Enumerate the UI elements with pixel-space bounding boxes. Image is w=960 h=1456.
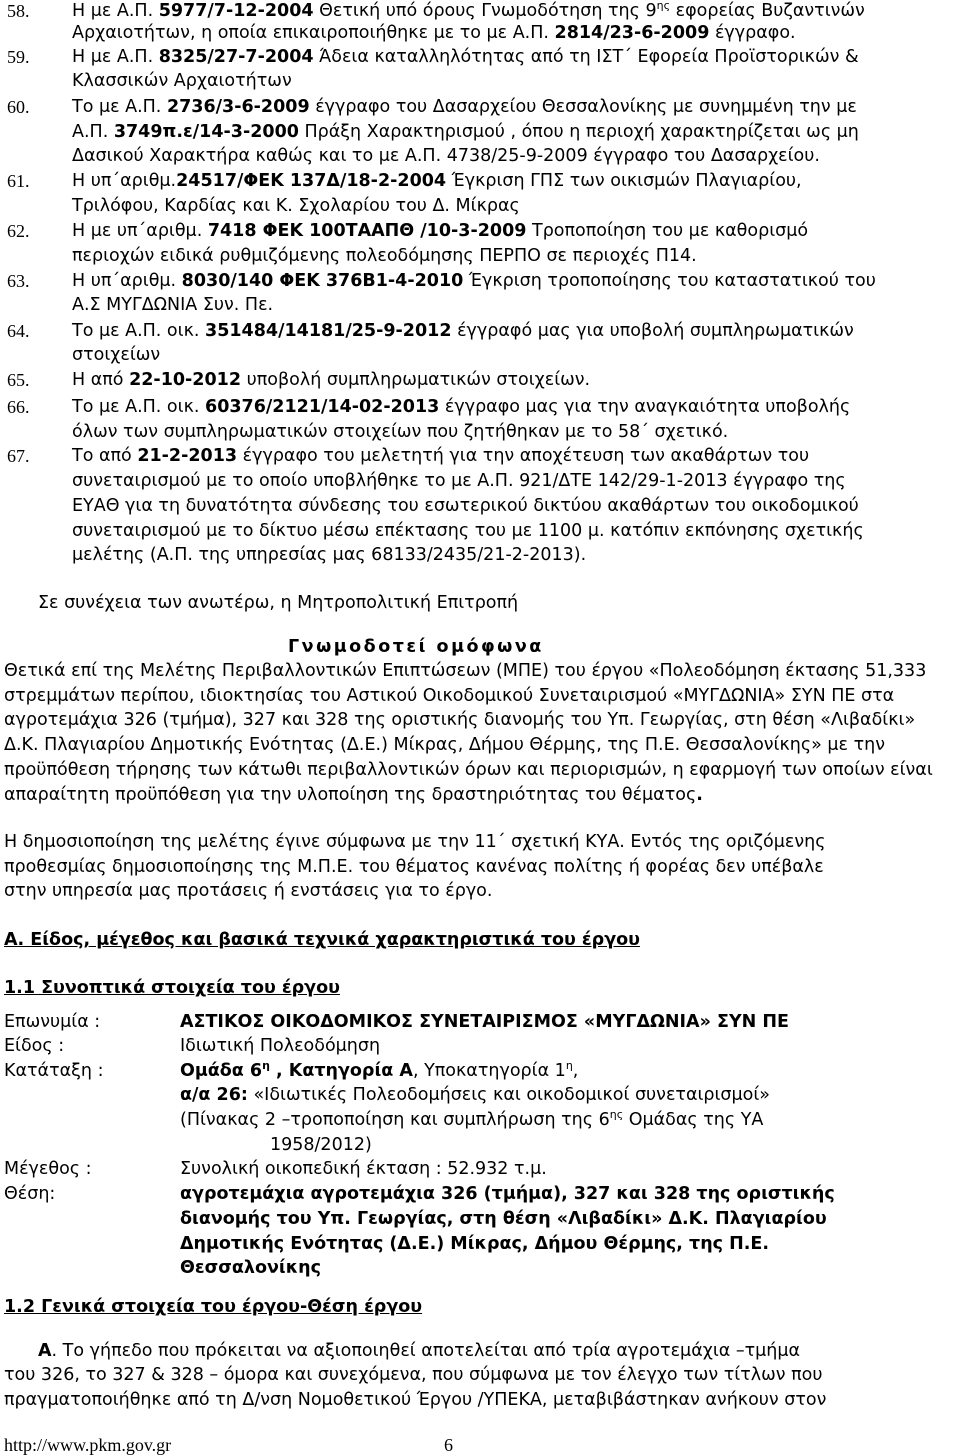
item-text-line: Τριλόφου, Καρδίας και Κ. Σχολαρίου του Δ. Μίκρας: [72, 196, 520, 216]
field-value: αγροτεμάχια αγροτεμάχια 326 (τμήμα), 327 και 328 της οριστικής: [180, 1184, 835, 1204]
item-number: 65.: [7, 370, 30, 390]
field-value: Θεσσαλονίκης: [180, 1258, 321, 1278]
item-text-line: Η με Α.Π. 5977/7-12-2004 Θετική υπό όρους Γνωμοδότηση της $9^{\eta\varsigma}$ εφορείας Βυζαντινών: [72, 0, 865, 21]
item-text-line: περιοχών ειδικά ρυθμιζόμενης πολεοδόμησης ΠΕΡΠΟ σε περιοχές Π14.: [72, 246, 697, 266]
item-text-line: στοιχείων: [72, 345, 161, 365]
item-text-line: συνεταιρισμού με το δίκτυο μέσω επέκτασης του με 1100 μ. κατόπιν εκπόνησης σχετικής: [72, 521, 864, 541]
item-text-line: μελέτης (Α.Π. της υπηρεσίας μας 68133/2435/21-2-2013).: [72, 545, 587, 565]
paragraph-line: στρεμμάτων περίπου, ιδιοκτησίας του Αστικού Οικοδομικού Συνεταιρισμού «ΜΥΓΔΩΝΙΑ» ΣΥΝ ΠΕ στα: [4, 686, 895, 706]
paragraph-line: Θετικά επί της Μελέτης Περιβαλλοντικών Επιπτώσεων (ΜΠΕ) του έργου «Πολεοδόμηση έκτασης 51,333: [4, 661, 927, 681]
item-text-line: Η υπ΄αριθμ.24517/ΦΕΚ 137Δ/18-2-2004 Έγκριση ΓΠΣ των οικισμών Πλαγιαρίου,: [72, 171, 802, 191]
item-text-line: Δασικού Χαρακτήρα καθώς και το με Α.Π. 4738/25-9-2009 έγγραφο του Δασαρχείου.: [72, 146, 820, 166]
item-text-line: Η με υπ΄αριθμ. 7418 ΦΕΚ 100ΤΑΑΠΘ /10-3-2009 Τροποποίηση του με καθορισμό: [72, 221, 809, 241]
section-title: 1.1 Συνοπτικά στοιχεία του έργου: [4, 978, 340, 998]
paragraph-line: Α. Το γήπεδο που πρόκειται να αξιοποιηθεί αποτελείται από τρία αγροτεμάχια –τμήμα: [38, 1341, 801, 1361]
paragraph-line: προθεσμίας δημοσιοποίησης της Μ.Π.Ε. του θέματος κανένας πολίτης ή φορέας δεν υπέβαλε: [4, 857, 824, 877]
item-number: 61.: [7, 171, 30, 191]
paragraph-line: στην υπηρεσία μας προτάσεις ή ενστάσεις για το έργο.: [4, 881, 493, 901]
section-title: Α. Είδος, μέγεθος και βασικά τεχνικά χαρακτηριστικά του έργου: [4, 930, 640, 950]
paragraph-line: αγροτεμάχια 326 (τμήμα), 327 και 328 της οριστικής διανομής του Υπ. Γεωργίας, στη θέση «Λιβαδίκι»: [4, 710, 916, 730]
paragraph-line: προϋπόθεση τήρησης των κάτωθι περιβαλλοντικών όρων και περιορισμών, η εφαρμογή των οποίων είναι: [4, 760, 933, 780]
item-text-line: Α.Π. 3749π.ε/14-3-2000 Πράξη Χαρακτηρισμού , όπου η περιοχή χαρακτηρίζεται ως μη: [72, 122, 859, 142]
field-value: Ομάδα $6^\eta$ , Κατηγορία Α, Υποκατηγορία $1^\eta$,: [180, 1059, 579, 1081]
page-number: 6: [444, 1435, 453, 1455]
item-text-line: Κλασσικών Αρχαιοτήτων: [72, 71, 292, 91]
item-number: 59.: [7, 47, 30, 67]
paragraph-line: απαραίτητη προϋπόθεση για την υλοποίηση της δραστηριότητας του θέματος.: [4, 785, 703, 805]
item-number: 64.: [7, 321, 30, 341]
item-number: 63.: [7, 271, 30, 291]
paragraph-line: Δ.Κ. Πλαγιαρίου Δημοτικής Ενότητας (Δ.Ε.) Μίκρας, Δήμου Θέρμης, της Π.Ε. Θεσσαλονίκης» με την: [4, 735, 885, 755]
field-value: 1958/2012): [270, 1135, 372, 1155]
field-label: Θέση:: [4, 1184, 56, 1204]
item-text-line: ΕΥΑΘ για τη δυνατότητα σύνδεσης του εσωτερικού δικτύου ακαθάρτων του οικοδομικού: [72, 496, 859, 516]
item-text-line: συνεταιρισμού με το οποίο υποβλήθηκε το με Α.Π. 921/ΔΤΕ 142/29-1-2013 έγγραφο της: [72, 471, 846, 491]
paragraph-line: του 326, το 327 & 328 – όμορα και συνεχόμενα, που σύμφωνα με τον έλεγχο των τίτλων που: [4, 1365, 823, 1385]
item-text-line: Α.Σ ΜΥΓΔΩΝΙΑ Συν. Πε.: [72, 295, 274, 315]
field-label: Επωνυμία :: [4, 1012, 101, 1032]
section-title: 1.2 Γενικά στοιχεία του έργου-Θέση έργου: [4, 1297, 423, 1317]
field-value: (Πίνακας 2 –τροποποίηση και συμπλήρωση της $6^{\eta\varsigma}$ Ομάδας της ΥΑ: [180, 1108, 764, 1130]
item-text-line: Η από 22-10-2012 υποβολή συμπληρωματικών στοιχείων.: [72, 370, 591, 390]
item-text-line: όλων των συμπληρωματικών στοιχείων που ζητήθηκαν με το 58΄ σχετικό.: [72, 422, 729, 442]
field-value: Συνολική οικοπεδική έκταση : 52.932 τ.μ.: [180, 1159, 547, 1179]
item-text-line: Το με Α.Π. οικ. 351484/14181/25-9-2012 έγγραφό μας για υποβολή συμπληρωματικών: [72, 321, 854, 341]
item-number: 66.: [7, 397, 30, 417]
field-value: Δημοτικής Ενότητας (Δ.Ε.) Μίκρας, Δήμου Θέρμης, της Π.Ε.: [180, 1234, 770, 1254]
item-text-line: Αρχαιοτήτων, η οποία επικαιροποιήθηκε με το με Α.Π. 2814/23-6-2009 έγγραφο.: [72, 23, 796, 43]
footer-url-link[interactable]: http://www.pkm.gov.gr: [4, 1435, 172, 1455]
item-number: 62.: [7, 221, 30, 241]
item-text-line: Η με Α.Π. 8325/27-7-2004 Άδεια καταλληλότητας από τη ΙΣΤ΄ Εφορεία Προϊστορικών &: [72, 47, 859, 67]
field-label: Μέγεθος :: [4, 1159, 92, 1179]
field-value: ΑΣΤΙΚΟΣ ΟΙΚΟΔΟΜΙΚΟΣ ΣΥΝΕΤΑΙΡΙΣΜΟΣ «ΜΥΓΔΩΝΙΑ» ΣΥΝ ΠΕ: [180, 1012, 789, 1032]
field-label: Είδος :: [4, 1036, 65, 1056]
field-label: Κατάταξη :: [4, 1061, 104, 1081]
item-text-line: Η υπ΄αριθμ. 8030/140 ΦΕΚ 376Β1-4-2010 Έγκριση τροποποίησης του καταστατικού του: [72, 271, 876, 291]
intro-label: Σε συνέχεια των ανωτέρω, η Μητροπολιτική Επιτροπή: [38, 593, 519, 613]
field-value: α/α 26: «Ιδιωτικές Πολεοδομήσεις και οικοδομικοί συνεταιρισμοί»: [180, 1085, 770, 1105]
paragraph-line: πραγματοποιήθηκε από τη Δ/νση Νομοθετικού Έργου /ΥΠΕΚΑ, μεταβιβάστηκαν ανήκουν στον: [4, 1390, 827, 1410]
item-number: 58.: [7, 1, 30, 21]
item-text-line: Το με Α.Π. 2736/3-6-2009 έγγραφο του Δασαρχείου Θεσσαλονίκης με συνημμένη την με: [72, 97, 857, 117]
item-text-line: Το από 21-2-2013 έγγραφο του μελετητή για την αποχέτευση των ακαθάρτων του: [72, 446, 810, 466]
item-number: 67.: [7, 446, 30, 466]
field-value: διανομής του Υπ. Γεωργίας, στη θέση «Λιβαδίκι» Δ.Κ. Πλαγιαρίου: [180, 1209, 827, 1229]
item-text-line: Το με Α.Π. οικ. 60376/2121/14-02-2013 έγγραφο μας για την αναγκαιότητα υποβολής: [72, 397, 851, 417]
field-value: Ιδιωτική Πολεοδόμηση: [180, 1036, 381, 1056]
item-number: 60.: [7, 97, 30, 117]
paragraph-line: Η δημοσιοποίηση της μελέτης έγινε σύμφωνα με την 11΄ σχετική ΚΥΑ. Εντός της οριζόμενης: [4, 832, 826, 852]
heading-text: Γνωμοδοτεί ομόφωνα: [288, 637, 544, 657]
